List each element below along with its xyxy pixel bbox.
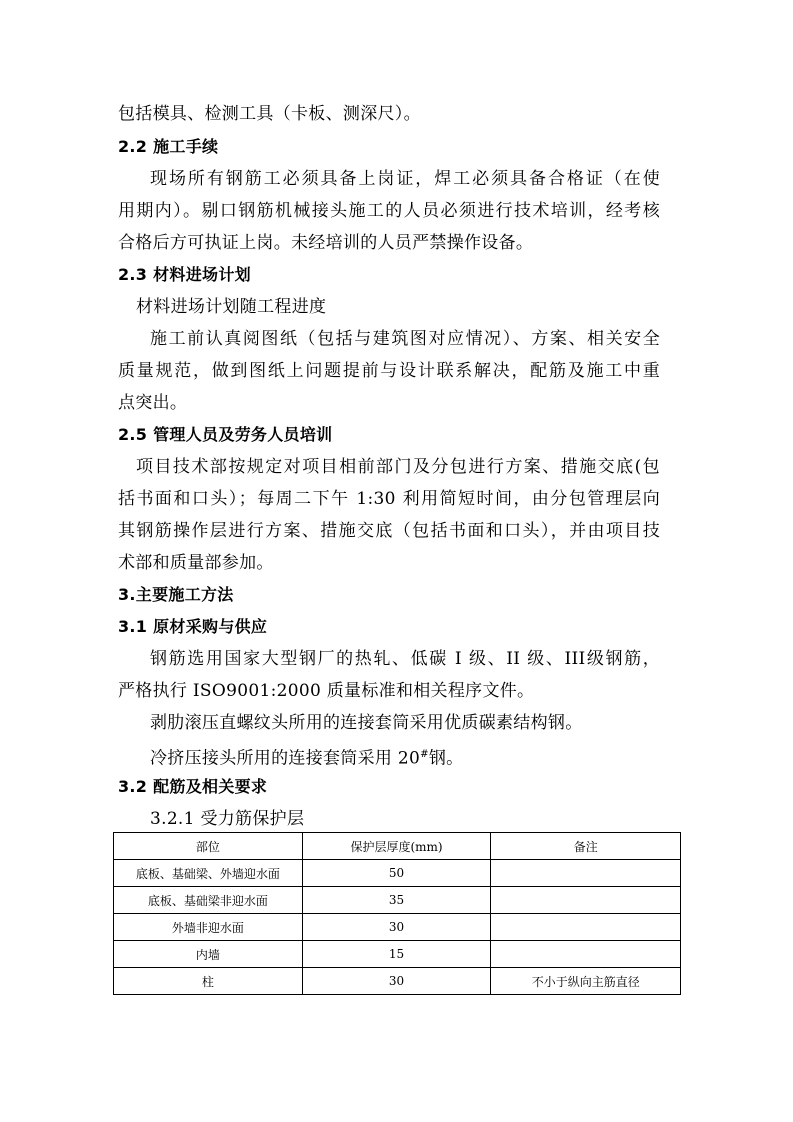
text-line: 术部和质量部参加。 [118, 553, 274, 573]
table-cell: 30 [302, 914, 491, 941]
text-line: 剥肋滚压直螺纹头所用的连接套筒采用优质碳素结构钢。 [150, 713, 583, 733]
section-heading-2-3: 2.3 材料进场计划 [118, 265, 251, 284]
table-row [114, 860, 681, 887]
table-cell [491, 887, 681, 914]
table-header-row [114, 833, 681, 860]
table-cell: 外墙非迎水面 [114, 914, 303, 941]
text-line: 用期内）。剔口钢筋机械接头施工的人员必须进行技术培训，经考核 [118, 201, 660, 221]
subsection-heading-3-2-1: 3.2.1 受力筋保护层 [150, 809, 305, 829]
table-cell: 30 [302, 968, 491, 995]
table-cell: 不小于纵向主筋直径 [491, 968, 681, 995]
table-cell: 柱 [114, 968, 303, 995]
section-heading-3-2: 3.2 配筋及相关要求 [118, 777, 268, 796]
text-line: 其钢筋操作层进行方案、措施交底（包括书面和口头），并由项目技 [118, 521, 660, 541]
text-fragment: 冷挤压接头所用的连接套筒采用 20 [150, 748, 421, 769]
table-row [114, 914, 681, 941]
text-line: 点突出。 [118, 393, 188, 413]
section-heading-3-1: 3.1 原材采购与供应 [118, 617, 268, 636]
table-row [114, 887, 681, 914]
column-header: 部位 [114, 833, 303, 860]
text-line: 材料进场计划随工程进度 [136, 297, 327, 317]
table-cell [491, 941, 681, 968]
table-cell [491, 914, 681, 941]
column-header: 备注 [491, 833, 681, 860]
text-line: 严格执行 ISO9001:2000 质量标准和相关程序文件。 [118, 681, 535, 701]
text-line: 括书面和口头）；每周二下午 1:30 利用简短时间，由分包管理层向 [118, 489, 660, 509]
table-cell: 底板、基础梁、外墙迎水面 [114, 860, 303, 887]
protective-layer-table [113, 832, 681, 995]
text-line: 合格后方可执证上岗。未经培训的人员严禁操作设备。 [118, 233, 534, 253]
text-line: 项目技术部按规定对项目相前部门及分包进行方案、措施交底(包 [136, 457, 660, 477]
section-heading-3: 3.主要施工方法 [118, 585, 234, 604]
table-cell: 50 [302, 860, 491, 887]
text-line [150, 744, 463, 770]
text-line: 施工前认真阅图纸（包括与建筑图对应情况）、方案、相关安全 [150, 329, 660, 349]
table-row [114, 968, 681, 995]
superscript: # [420, 749, 429, 760]
section-heading-2-2: 2.2 施工手续 [118, 137, 219, 156]
text-line: 包括模具、检测工具（卡板、测深尺）。 [118, 104, 421, 124]
table-cell: 35 [302, 887, 491, 914]
text-line: 质量规范，做到图纸上问题提前与设计联系解决，配筋及施工中重 [118, 361, 660, 381]
table-cell [491, 860, 681, 887]
text-fragment: 钢。 [428, 748, 464, 769]
table-cell: 底板、基础梁非迎水面 [114, 887, 303, 914]
text-line: 钢筋选用国家大型钢厂的热轧、低碳 I 级、II 级、III级钢筋， [150, 649, 660, 669]
section-heading-2-5: 2.5 管理人员及劳务人员培训 [118, 425, 333, 444]
table-row [114, 941, 681, 968]
text-line: 现场所有钢筋工必须具备上岗证，焊工必须具备合格证（在使 [150, 169, 660, 189]
column-header: 保护层厚度(mm) [302, 833, 491, 860]
table-cell: 15 [302, 941, 491, 968]
table-cell: 内墙 [114, 941, 303, 968]
